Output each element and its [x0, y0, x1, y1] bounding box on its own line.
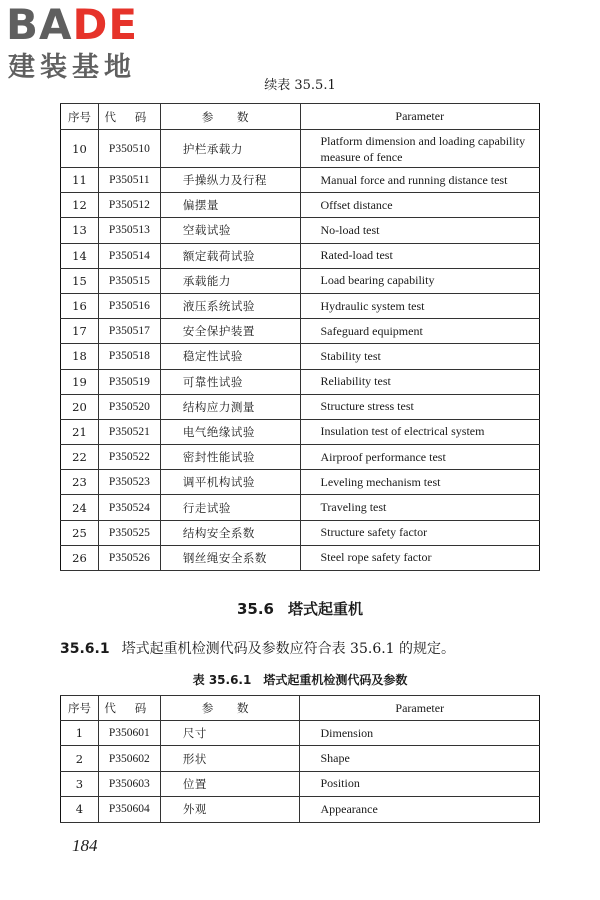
- table1-row-parameter-en: Insulation test of electrical system: [300, 419, 540, 444]
- table1-row-number: 19: [61, 369, 99, 394]
- table1-header-row: [61, 104, 540, 130]
- table2-header-row: [61, 696, 540, 721]
- table1-row-number: 26: [61, 545, 99, 570]
- table1-row: [61, 218, 540, 243]
- bade-watermark-logo: [6, 2, 176, 88]
- table1-caption: 续表 35.5.1: [264, 78, 336, 93]
- table2-row: [61, 746, 540, 771]
- table1-row-number: 21: [61, 419, 99, 444]
- table1-row-parameter-cn: 结构应力测量: [160, 394, 300, 419]
- table1-row-parameter-en: Airproof performance test: [300, 445, 540, 470]
- table1-row-parameter-cn: 稳定性试验: [160, 344, 300, 369]
- table2-header-code: 代 码: [98, 696, 160, 721]
- table1-row-number: 12: [61, 193, 99, 218]
- table2-row-number: 4: [61, 797, 99, 822]
- table1-row-number: 10: [61, 130, 99, 168]
- table1-row-code: P350511: [98, 168, 160, 193]
- table2-row-parameter-cn: 尺寸: [160, 721, 300, 746]
- table1-row-code: P350513: [98, 218, 160, 243]
- table2-row-code: P350604: [98, 797, 160, 822]
- table1-body: [61, 130, 540, 571]
- table1-row-parameter-cn: 结构安全系数: [160, 520, 300, 545]
- table1-row-parameter-cn: 安全保护装置: [160, 319, 300, 344]
- table1-row-parameter-cn: 手操纵力及行程: [160, 168, 300, 193]
- table1-row: [61, 193, 540, 218]
- table1-row-code: P350515: [98, 268, 160, 293]
- table1-row-parameter-cn: 密封性能试验: [160, 445, 300, 470]
- table2-row-number: 2: [61, 746, 99, 771]
- section-title: 塔式起重机: [288, 600, 364, 618]
- table1-row-code: P350517: [98, 319, 160, 344]
- table1-row-code: P350520: [98, 394, 160, 419]
- table1-row-parameter-cn: 钢丝绳安全系数: [160, 545, 300, 570]
- table1-row-code: P350526: [98, 545, 160, 570]
- table1-row-parameter-cn: 额定载荷试验: [160, 243, 300, 268]
- table1-row-code: P350514: [98, 243, 160, 268]
- clause-paragraph: [60, 640, 550, 658]
- table1-row-number: 25: [61, 520, 99, 545]
- table2-row: [61, 721, 540, 746]
- table2-row-parameter-en: Position: [300, 771, 540, 796]
- table1-row: [61, 130, 540, 168]
- table1-row-number: 14: [61, 243, 99, 268]
- table2-caption: [0, 672, 600, 688]
- table1: [60, 103, 540, 571]
- table2-row-code: P350602: [98, 746, 160, 771]
- table2-row-parameter-en: Shape: [300, 746, 540, 771]
- logo-brand-word: [6, 2, 138, 48]
- table1-row-code: P350521: [98, 419, 160, 444]
- table2-row-code: P350601: [98, 721, 160, 746]
- table2-header-parameter: Parameter: [300, 696, 540, 721]
- table1-row: [61, 545, 540, 570]
- table1-row: [61, 394, 540, 419]
- table1-row-parameter-en: No-load test: [300, 218, 540, 243]
- table1-row-parameter-en: Leveling mechanism test: [300, 470, 540, 495]
- table2: [60, 695, 540, 823]
- table1-row-parameter-cn: 液压系统试验: [160, 293, 300, 318]
- table1-row-parameter-en: Safeguard equipment: [300, 319, 540, 344]
- logo-chinese-text: 建装基地: [8, 52, 136, 83]
- table1-row-parameter-en: Steel rope safety factor: [300, 545, 540, 570]
- table2-caption-title: 塔式起重机检测代码及参数: [263, 673, 408, 687]
- table1-row-code: P350524: [98, 495, 160, 520]
- table1-row-number: 15: [61, 268, 99, 293]
- table1-row-code: P350519: [98, 369, 160, 394]
- table2-caption-number: 表 35.6.1: [192, 673, 252, 687]
- table1-row-parameter-en: Rated-load test: [300, 243, 540, 268]
- table1-row: [61, 419, 540, 444]
- table1-row-parameter-en: Structure safety factor: [300, 520, 540, 545]
- table1-row-parameter-cn: 护栏承载力: [160, 130, 300, 168]
- table1-row: [61, 495, 540, 520]
- table2-row: [61, 797, 540, 822]
- table2-row-parameter-cn: 位置: [160, 771, 300, 796]
- table2-header-param: 参 数: [160, 696, 300, 721]
- table1-row: [61, 268, 540, 293]
- table1-row-code: P350523: [98, 470, 160, 495]
- table1-row-parameter-en: Traveling test: [300, 495, 540, 520]
- table1-row: [61, 168, 540, 193]
- table1-row-code: P350516: [98, 293, 160, 318]
- table1-row-number: 11: [61, 168, 99, 193]
- table1-row-parameter-cn: 调平机构试验: [160, 470, 300, 495]
- table1-row: [61, 445, 540, 470]
- table1-row-parameter-cn: 行走试验: [160, 495, 300, 520]
- table1-row-parameter-cn: 空载试验: [160, 218, 300, 243]
- table1-row: [61, 243, 540, 268]
- table2-row-parameter-cn: 外观: [160, 797, 300, 822]
- logo-brand-part-1: BA: [6, 0, 73, 49]
- table1-row-parameter-en: Stability test: [300, 344, 540, 369]
- table1-row-code: P350510: [98, 130, 160, 168]
- table1-row: [61, 293, 540, 318]
- table1-header-param: 参 数: [160, 104, 300, 130]
- table1-row-parameter-en: Hydraulic system test: [300, 293, 540, 318]
- table2-header-no: 序号: [61, 696, 99, 721]
- table1-row-code: P350522: [98, 445, 160, 470]
- table1-row-code: P350525: [98, 520, 160, 545]
- table1-header-no: 序号: [61, 104, 99, 130]
- table2-row: [61, 771, 540, 796]
- table1-row-number: 20: [61, 394, 99, 419]
- table1-row: [61, 470, 540, 495]
- table1-row-number: 13: [61, 218, 99, 243]
- table1-row-number: 23: [61, 470, 99, 495]
- table1-row-parameter-en: Manual force and running distance test: [300, 168, 540, 193]
- table1-header-code: 代 码: [98, 104, 160, 130]
- table1-row: [61, 520, 540, 545]
- section-heading: [0, 600, 600, 618]
- table1-row: [61, 369, 540, 394]
- table1-row-parameter-cn: 可靠性试验: [160, 369, 300, 394]
- table1-row-number: 18: [61, 344, 99, 369]
- table1-row-parameter-en: Platform dimension and loading capability measure of fence: [300, 130, 540, 168]
- section-number: 35.6: [236, 600, 274, 618]
- table1-header-parameter: Parameter: [300, 104, 540, 130]
- table1-row-number: 22: [61, 445, 99, 470]
- clause-text: 塔式起重机检测代码及参数应符合表 35.6.1 的规定。: [121, 641, 456, 657]
- table1-row-parameter-en: Reliability test: [300, 369, 540, 394]
- table1-row-parameter-cn: 偏摆量: [160, 193, 300, 218]
- table2-row-parameter-en: Appearance: [300, 797, 540, 822]
- table1-row-number: 17: [61, 319, 99, 344]
- logo-brand-part-2: DE: [72, 0, 139, 49]
- table1-row-parameter-en: Offset distance: [300, 193, 540, 218]
- table2-row-number: 1: [61, 721, 99, 746]
- table2-body: [61, 721, 540, 823]
- page-number: 184: [72, 836, 98, 855]
- table1-row-parameter-en: Load bearing capability: [300, 268, 540, 293]
- table2-row-parameter-cn: 形状: [160, 746, 300, 771]
- table1-row-code: P350512: [98, 193, 160, 218]
- table1-row: [61, 319, 540, 344]
- table2-row-number: 3: [61, 771, 99, 796]
- clause-number: 35.6.1: [60, 641, 110, 657]
- table1-row-parameter-cn: 承载能力: [160, 268, 300, 293]
- table2-row-parameter-en: Dimension: [300, 721, 540, 746]
- table1-row: [61, 344, 540, 369]
- table1-row-parameter-cn: 电气绝缘试验: [160, 419, 300, 444]
- table1-row-number: 24: [61, 495, 99, 520]
- table2-row-code: P350603: [98, 771, 160, 796]
- table1-row-parameter-en: Structure stress test: [300, 394, 540, 419]
- table1-row-number: 16: [61, 293, 99, 318]
- table1-row-code: P350518: [98, 344, 160, 369]
